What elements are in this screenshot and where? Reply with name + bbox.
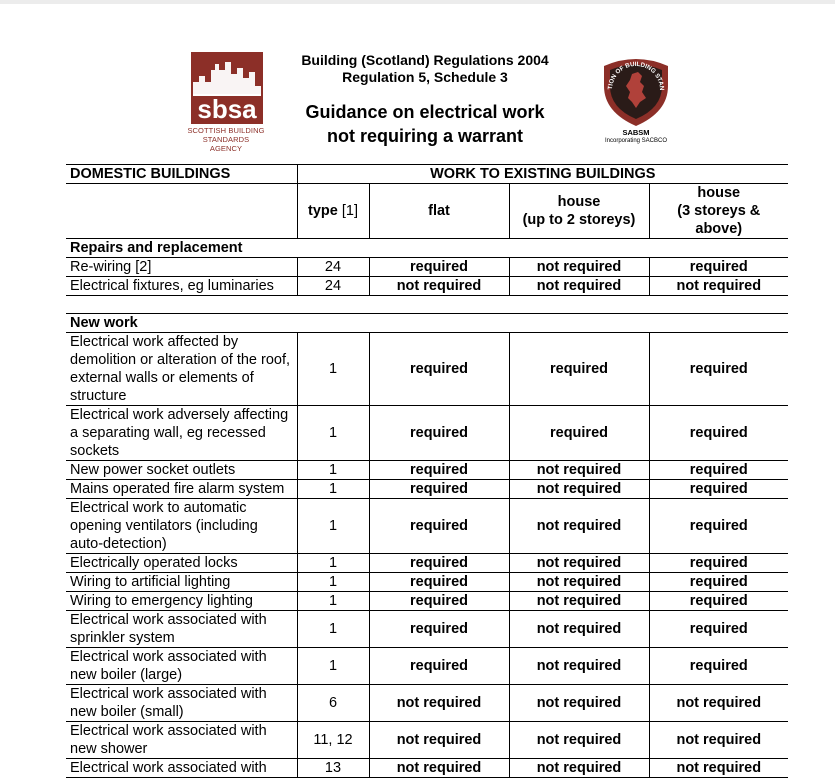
guidance-table: [66, 164, 788, 778]
row-type: 13: [297, 759, 369, 778]
table-row: [66, 685, 788, 722]
row-flat: not required: [369, 759, 509, 778]
row-house-2: not required: [509, 480, 649, 499]
row-label: Electrical work adversely affecting a separating wall, eg recessed sockets: [70, 407, 289, 459]
row-type: 1: [297, 333, 369, 406]
row-flat: required: [369, 554, 509, 573]
row-house-3: not required: [649, 759, 788, 778]
row-type: 11, 12: [297, 722, 369, 759]
row-house-3: required: [649, 480, 788, 499]
column-header-flat: flat: [369, 184, 509, 239]
row-flat: required: [369, 648, 509, 685]
row-house-2: not required: [509, 258, 649, 277]
row-house-2: required: [509, 333, 649, 406]
row-label: Electrical work affected by demolition or alteration of the roof, external walls or elements of structure: [70, 334, 291, 404]
row-type: 1: [297, 461, 369, 480]
row-flat: required: [369, 480, 509, 499]
row-house-2: not required: [509, 277, 649, 296]
section-title-repairs: Repairs and replacement: [70, 240, 243, 256]
table-row: [66, 611, 788, 648]
row-house-3: required: [649, 573, 788, 592]
row-house-2: not required: [509, 554, 649, 573]
row-flat: not required: [369, 685, 509, 722]
row-flat: required: [369, 573, 509, 592]
table-row: [66, 461, 788, 480]
row-house-3: not required: [649, 277, 788, 296]
sabsm-ring-text: TION OF BUILDING STAN: [606, 60, 666, 91]
row-house-2: not required: [509, 685, 649, 722]
row-house-2: not required: [509, 499, 649, 554]
row-label: Electrical work associated with: [70, 760, 267, 776]
row-house-3: required: [649, 499, 788, 554]
row-label: Electrical work associated with sprinkler system: [70, 612, 267, 646]
row-flat: required: [369, 592, 509, 611]
row-house-3: not required: [649, 685, 788, 722]
row-type: 6: [297, 685, 369, 722]
table-row: [66, 554, 788, 573]
row-flat: required: [369, 258, 509, 277]
row-house-3: required: [649, 554, 788, 573]
column-header-type: type [1]: [297, 184, 369, 239]
sabsm-logo: [598, 52, 674, 128]
sbsa-agency-name: SCOTTISH BUILDING STANDARDS AGENCY: [187, 126, 265, 153]
table-group-label: WORK TO EXISTING BUILDINGS: [297, 165, 788, 184]
row-house-3: required: [649, 406, 788, 461]
row-flat: not required: [369, 722, 509, 759]
row-label: Electrical work associated with new boiler (large): [70, 649, 267, 683]
title-line-1: Guidance on electrical work: [305, 102, 545, 122]
table-row: [66, 759, 788, 778]
row-house-3: not required: [649, 722, 788, 759]
row-type: 24: [297, 258, 369, 277]
row-label: New power socket outlets: [70, 462, 236, 478]
row-type: 24: [297, 277, 369, 296]
row-type: 1: [297, 554, 369, 573]
row-type: 1: [297, 592, 369, 611]
row-house-3: required: [649, 592, 788, 611]
regulation-line-2: Regulation 5, Schedule 3: [342, 69, 508, 85]
row-label: Electrical fixtures, eg luminaries: [70, 278, 274, 294]
row-house-3: required: [649, 333, 788, 406]
row-type: 1: [297, 480, 369, 499]
row-house-2: not required: [509, 592, 649, 611]
row-house-2: not required: [509, 573, 649, 592]
row-label: Electrical work associated with new boiler (small): [70, 686, 267, 720]
row-label: Wiring to emergency lighting: [70, 593, 253, 609]
table-row: [66, 722, 788, 759]
row-label: Electrical work associated with new shower: [70, 723, 267, 757]
row-house-2: not required: [509, 759, 649, 778]
table-row: [66, 258, 788, 277]
table-row: [66, 499, 788, 554]
page-title: [270, 100, 580, 148]
row-type: 1: [297, 499, 369, 554]
column-header-house-3: house (3 storeys & above): [649, 184, 788, 239]
row-type: 1: [297, 611, 369, 648]
column-header-house-2: house (up to 2 storeys): [509, 184, 649, 239]
row-label: Wiring to artificial lighting: [70, 574, 231, 590]
row-house-2: not required: [509, 722, 649, 759]
sabsm-name: [590, 128, 682, 146]
table-corner-label: DOMESTIC BUILDINGS: [70, 166, 231, 182]
row-type: 1: [297, 573, 369, 592]
row-house-2: not required: [509, 461, 649, 480]
regulation-title: [275, 52, 575, 86]
row-flat: required: [369, 461, 509, 480]
table-row: [66, 480, 788, 499]
sabsm-subtitle: Incorporating SACBCO: [604, 138, 668, 144]
row-house-2: required: [509, 406, 649, 461]
row-house-3: required: [649, 461, 788, 480]
page-top-edge: [0, 0, 835, 4]
row-house-3: required: [649, 258, 788, 277]
row-flat: required: [369, 406, 509, 461]
row-house-2: not required: [509, 648, 649, 685]
table-row: [66, 648, 788, 685]
sabsm-acronym: SABSM: [622, 128, 650, 137]
row-flat: required: [369, 333, 509, 406]
regulation-line-1: Building (Scotland) Regulations 2004: [301, 52, 549, 68]
row-flat: required: [369, 611, 509, 648]
row-flat: not required: [369, 277, 509, 296]
row-house-3: required: [649, 611, 788, 648]
table-row: [66, 277, 788, 296]
table-row: [66, 333, 788, 406]
title-line-2: not requiring a warrant: [326, 126, 524, 146]
section-title-new-work: New work: [70, 315, 138, 331]
row-label: Electrical work to automatic opening ventilators (including auto-detection): [70, 500, 258, 552]
table-row: [66, 592, 788, 611]
row-house-3: required: [649, 648, 788, 685]
row-label: Mains operated fire alarm system: [70, 481, 285, 497]
row-flat: required: [369, 499, 509, 554]
row-type: 1: [297, 648, 369, 685]
row-label: Re-wiring [2]: [70, 259, 152, 275]
table-row: [66, 573, 788, 592]
table-row: [66, 406, 788, 461]
row-type: 1: [297, 406, 369, 461]
sbsa-logo-text: sbsa: [197, 94, 257, 124]
row-label: Electrically operated locks: [70, 555, 238, 571]
row-house-2: not required: [509, 611, 649, 648]
